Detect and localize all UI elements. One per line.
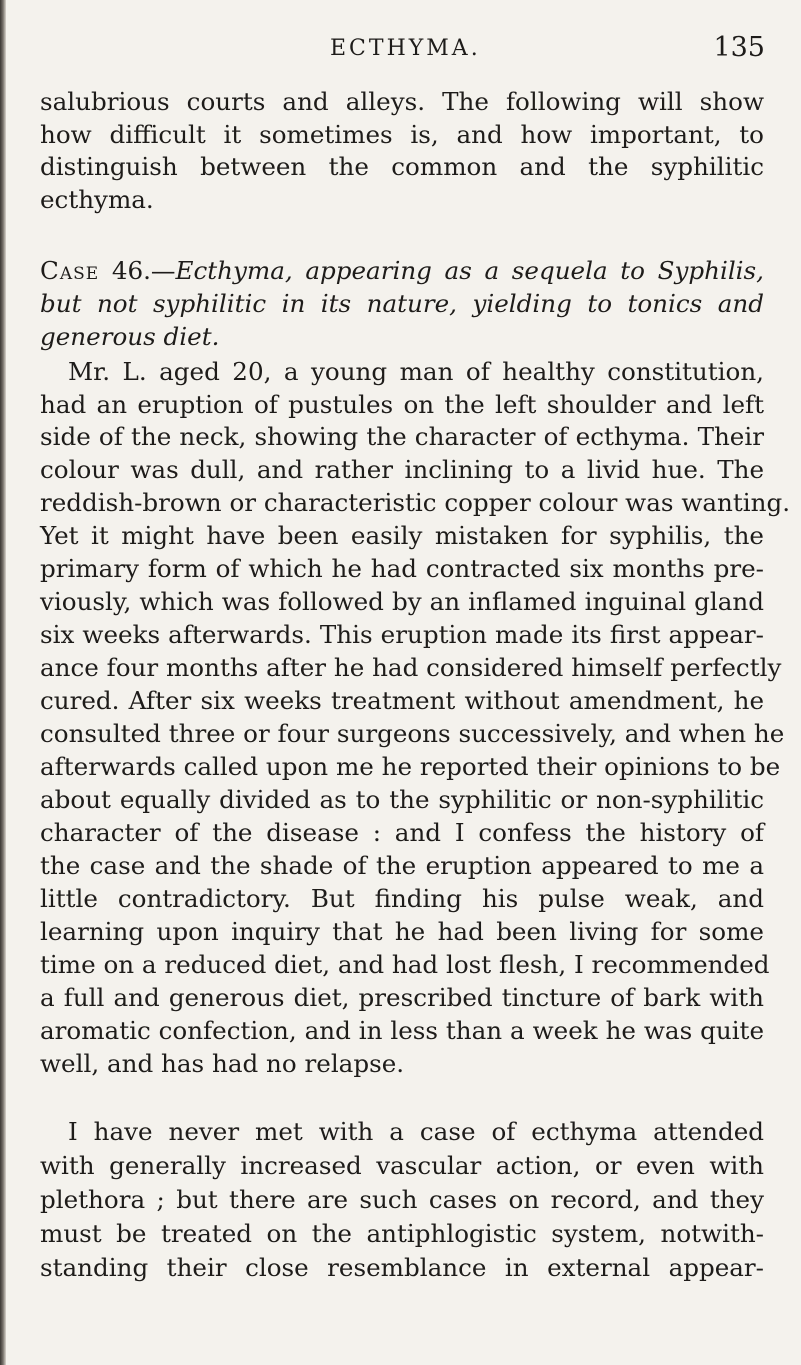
text-line: six weeks afterwards. This eruption made its first appear- bbox=[40, 620, 764, 649]
text-line: with generally increased vascular action, or even with bbox=[40, 1151, 764, 1180]
text-line: about equally divided as to the syphilitic or non-syphilitic bbox=[40, 785, 764, 814]
text-line: time on a reduced diet, and had lost flesh, I recommended bbox=[40, 950, 770, 979]
text-line: little contradictory. But finding his pulse weak, and bbox=[40, 884, 764, 913]
case-label: Case bbox=[40, 256, 100, 285]
text-line: ecthyma. bbox=[40, 185, 154, 214]
text-line: character of the disease : and I confess the history of bbox=[40, 818, 764, 847]
text-line: aromatic confection, and in less than a week he was quite bbox=[40, 1016, 764, 1045]
case-title-line-3: generous diet. bbox=[40, 322, 220, 351]
page-number: 135 bbox=[713, 32, 765, 63]
text-line: primary form of which he had contracted six months pre- bbox=[40, 554, 764, 583]
text-line: I have never met with a case of ecthyma attended bbox=[68, 1117, 764, 1146]
text-line: the case and the shade of the eruption appeared to me a bbox=[40, 851, 764, 880]
text-line: afterwards called upon me he reported their opinions to be bbox=[40, 752, 781, 781]
text-line: side of the neck, showing the character of ecthyma. Their bbox=[40, 422, 764, 451]
case-title-line-1: Ecthyma, appearing as a sequela to Syphilis, bbox=[175, 256, 764, 285]
text-line: must be treated on the antiphlogistic system, notwith- bbox=[40, 1219, 764, 1248]
text-line: colour was dull, and rather inclining to a livid hue. The bbox=[40, 455, 764, 484]
text-line: Yet it might have been easily mistaken for syphilis, the bbox=[40, 521, 764, 550]
case-number: 46.— bbox=[111, 256, 176, 285]
running-head-title: ECTHYMA. bbox=[330, 36, 481, 61]
text-line: had an eruption of pustules on the left shoulder and left bbox=[40, 390, 764, 419]
text-line: viously, which was followed by an inflamed inguinal gland bbox=[40, 587, 764, 616]
text-line: a full and generous diet, prescribed tincture of bark with bbox=[40, 983, 764, 1012]
text-line: Mr. L. aged 20, a young man of healthy constitution, bbox=[68, 357, 764, 386]
text-line: well, and has had no relapse. bbox=[40, 1049, 405, 1078]
text-line: consulted three or four surgeons successively, and when he bbox=[40, 719, 785, 748]
text-line: ance four months after he had considered himself perfectly bbox=[40, 653, 782, 682]
running-head bbox=[0, 32, 801, 72]
text-line: distinguish between the common and the syphilitic bbox=[40, 152, 764, 181]
case-heading bbox=[40, 256, 764, 286]
text-line: cured. After six weeks treatment without amendment, he bbox=[40, 686, 764, 715]
text-line: standing their close resemblance in external appear- bbox=[40, 1253, 764, 1282]
text-line: reddish-brown or characteristic copper colour was wanting. bbox=[40, 488, 791, 517]
text-line: plethora ; but there are such cases on record, and they bbox=[40, 1185, 764, 1214]
text-line: learning upon inquiry that he had been living for some bbox=[40, 917, 764, 946]
text-line: salubrious courts and alleys. The following will show bbox=[40, 87, 764, 116]
case-title-line-2: but not syphilitic in its nature, yielding to tonics and bbox=[40, 289, 764, 318]
text-line: how difficult it sometimes is, and how important, to bbox=[40, 120, 764, 149]
